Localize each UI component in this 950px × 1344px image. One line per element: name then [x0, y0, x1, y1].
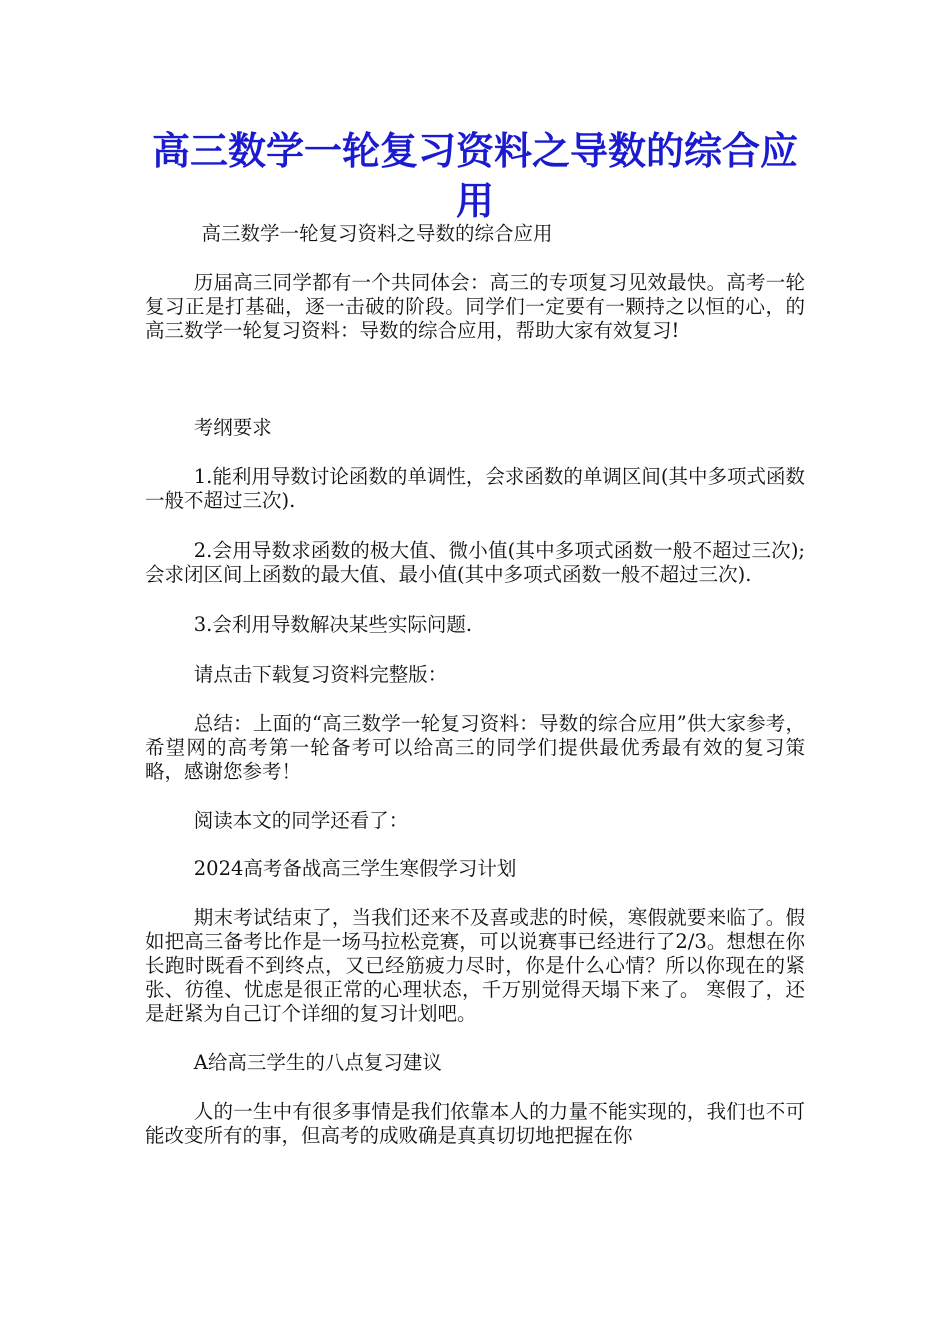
download-prompt: 请点击下载复习资料完整版：: [193, 663, 448, 686]
document-subtitle: 高三数学一轮复习资料之导数的综合应用: [201, 222, 553, 245]
requirement-item: 3.会利用导数解决某些实际问题.: [193, 613, 473, 636]
summary-paragraph: 总结：上面的“高三数学一轮复习资料：导数的综合应用”供大家参考，希望网的高考第一轮备考可以给高三的同学们提供最优秀最有效的复习策略，感谢您参考！: [145, 712, 805, 783]
document-body: [145, 222, 805, 1148]
document-title: 高三数学一轮复习资料之导数的综合应用: [151, 128, 798, 223]
requirement-item: 1.能利用导数讨论函数的单调性，会求函数的单调区间(其中多项式函数一般不超过三次).: [145, 465, 805, 512]
requirement-item: 2.会用导数求函数的极大值、微小值(其中多项式函数一般不超过三次);会求闭区间上函数的最大值、最小值(其中多项式函数一般不超过三次).: [145, 539, 805, 586]
intro-paragraph: 历届高三同学都有一个共同体会：高三的专项复习见效最快。高考一轮复习正是打基础，逐一击破的阶段。同学们一定要有一颗持之以恒的心，的高三数学一轮复习资料：导数的综合应用，帮助大家有效复习!: [145, 271, 805, 342]
section-heading: A给高三学生的八点复习建议: [193, 1051, 442, 1074]
related-article-title: 2024高考备战高三学生寒假学习计划: [193, 857, 517, 880]
related-reading-heading: 阅读本文的同学还看了：: [193, 809, 409, 832]
article-paragraph: 期末考试结束了，当我们还来不及喜或悲的时候，寒假就要来临了。假如把高三备考比作是一场马拉松竞赛，可以说赛事已经进行了2/3。想想在你长跑时既看不到终点，又已经筋疲力尽时，你是什么心情？所以你现在的紧张、彷徨、忧虑是很正常的心理状态，千万别觉得天塌下来了。 寒假了，还是赶紧为自己订个详细的复习计划吧。: [145, 906, 805, 1025]
syllabus-heading: 考纲要求: [193, 416, 272, 439]
article-paragraph: 人的一生中有很多事情是我们依靠本人的力量不能实现的，我们也不可能改变所有的事，但高考的成败确是真真切切地把握在你: [145, 1100, 805, 1147]
